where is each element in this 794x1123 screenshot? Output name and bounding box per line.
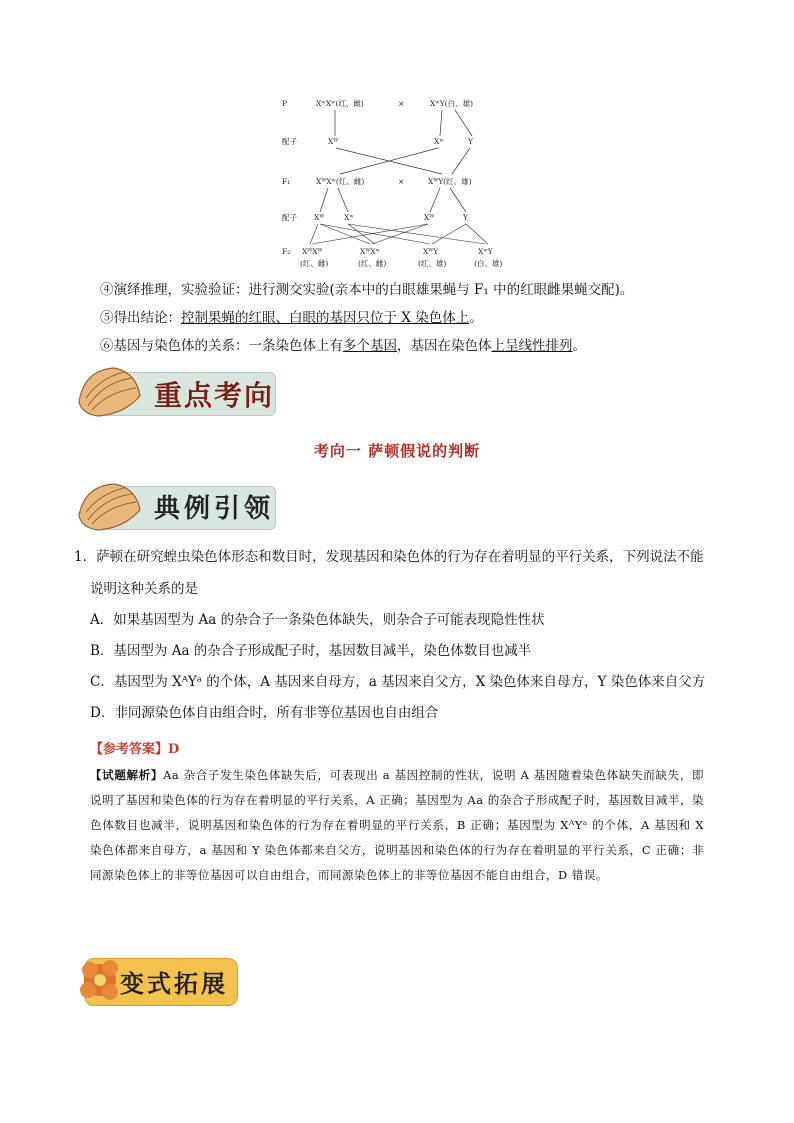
- seashell-icon: [74, 362, 144, 420]
- section-title: 考向一 萨顿假说的判断: [313, 442, 481, 460]
- step-6-u1: 多个基因: [343, 338, 397, 354]
- analysis-text: Aa 杂合子发生染色体缺失后，可表现出 a 基因控制的性状，说明 A 基因随着染色体缺失而缺失，即说明了基因和染色体的行为存在着明显的平行关系，A 正确；基因型为 Aa 的杂合子形成配子时，基因数目减半，染色体数目也减半，说明基因和染色体的行为存在着明显的平行关系，B 正确；基因型为 XᴬYᵃ 的个体，A 基因和 X 染色体都来自母方，a 基因和 Y 染色体都来自父方，说明基因和染色体的行为存在着明显的平行关系，C 正确；非同源染色体上的非等位基因可以自由组合，而同源染色体上的非等位基因不能自由组合，D 错误。: [90, 768, 704, 882]
- line-g1-f1-c: [452, 148, 470, 174]
- banner-extension: [76, 950, 240, 1014]
- gamete2-c: Xᵂ: [424, 213, 435, 222]
- line-f1-g2-d: [450, 188, 466, 212]
- option-c: C．基因型为 XᴬYᵃ 的个体，A 基因来自母方，a 基因来自父方，X 染色体来自母方，Y 染色体来自父方: [90, 674, 706, 690]
- step-5-underlined: 控制果蝇的红眼、白眼的基因只位于 X 染色体上: [181, 310, 470, 326]
- line-g2-f2-7: [372, 224, 428, 244]
- gamete1-b: Xʷ: [434, 137, 444, 146]
- line-g2-f2-9: [466, 224, 488, 244]
- f1-female: XᵂXʷ(红、雌): [316, 177, 365, 186]
- gen-f1-label: F₁: [282, 177, 291, 186]
- gen-p-label: P: [282, 99, 288, 108]
- genetic-cross-diagram: [280, 92, 520, 272]
- line-g2-f2-1: [310, 224, 318, 244]
- f2-genotype-3: XᵂY: [423, 247, 439, 256]
- gamete2-b: Xʷ: [344, 213, 354, 222]
- analysis-label: 【试题解析】: [90, 768, 164, 782]
- step-6-u2: 上呈线性排列: [491, 338, 573, 354]
- step-5: [100, 309, 483, 327]
- option-b: B．基因型为 Aa 的杂合子形成配子时，基因数目减半，染色体数目也减半: [90, 643, 532, 659]
- f2-phenotype-3: (红、雄): [418, 259, 447, 268]
- banner-example-text: 典例引领: [154, 494, 275, 524]
- f2-genotype-4: XʷY: [478, 247, 493, 256]
- gamete2-a: Xᵂ: [314, 213, 325, 222]
- step-6-b: ，基因在染色体: [397, 338, 492, 354]
- p-female: XʷXʷ(红、雌): [316, 99, 364, 108]
- step-6-a: ⑥基因与染色体的关系：一条染色体上有: [100, 338, 343, 354]
- option-a: A．如果基因型为 Aa 的杂合子一条染色体缺失，则杂合子可能表现隐性性状: [90, 612, 545, 628]
- cross-sign-1: ×: [398, 99, 405, 108]
- banner-extension-text: 变式拓展: [120, 969, 228, 998]
- seashell-icon: [74, 478, 144, 534]
- gen-f2-label: F₂: [282, 247, 291, 256]
- line-g2-f2-3: [320, 224, 430, 244]
- f2-genotype-2: XᵂXʷ: [360, 247, 380, 256]
- gamete1-a: Xᵂ: [328, 137, 339, 146]
- step-6: [100, 337, 586, 355]
- analysis-paragraph: [90, 763, 704, 888]
- banner-key-direction: [74, 362, 274, 420]
- line-f1-g2-a: [320, 188, 328, 212]
- question-stem-line-1: 1．萨顿在研究蝗虫染色体形态和数目时，发现基因和染色体的行为存在着明显的平行关系，下列说法不能: [74, 549, 704, 565]
- banner-key-direction-text: 重点考向: [154, 379, 275, 412]
- reference-answer: 【参考答案】D: [90, 742, 180, 757]
- line-g1-f1-b: [340, 148, 438, 174]
- option-d: D．非同源染色体自由组合时，所有非等位基因也自由组合: [90, 705, 439, 721]
- line-f1-g2-b: [338, 188, 348, 212]
- p-male: XʷY(白、雄): [430, 99, 474, 108]
- line-p-g3: [455, 110, 472, 136]
- gamete1-c: Y: [468, 137, 473, 146]
- line-g2-f2-2: [320, 224, 370, 244]
- step-6-c: 。: [572, 338, 586, 354]
- f2-genotype-1: XᵂXᵂ: [302, 247, 323, 256]
- gamete2-d: Y: [463, 213, 468, 222]
- step-5-prefix: ⑤得出结论：: [100, 310, 181, 326]
- f2-phenotype-1: (红、雌): [300, 259, 329, 268]
- gamete-label-2: 配子: [282, 213, 297, 222]
- f2-phenotype-4: (白、雄): [474, 259, 503, 268]
- cross-sign-2: ×: [398, 177, 405, 186]
- f1-male: XᵂY(红、雄): [428, 177, 472, 186]
- cross-diagram-svg: [280, 92, 520, 272]
- question-stem-line-2: 说明这种关系的是: [90, 581, 198, 597]
- step-4: ④演绎推理，实验验证：进行测交实验(亲本中的白眼雄果蝇与 F₁ 中的红眼雌果蝇交配)。: [100, 282, 634, 298]
- banner-example: [74, 478, 274, 534]
- line-p-g2: [440, 110, 442, 136]
- line-g2-f2-8: [432, 224, 466, 244]
- step-5-suffix: 。: [469, 310, 483, 326]
- f2-phenotype-2: (红、雌): [358, 259, 387, 268]
- gamete-label-1: 配子: [282, 137, 297, 146]
- line-f1-g2-c: [430, 188, 440, 212]
